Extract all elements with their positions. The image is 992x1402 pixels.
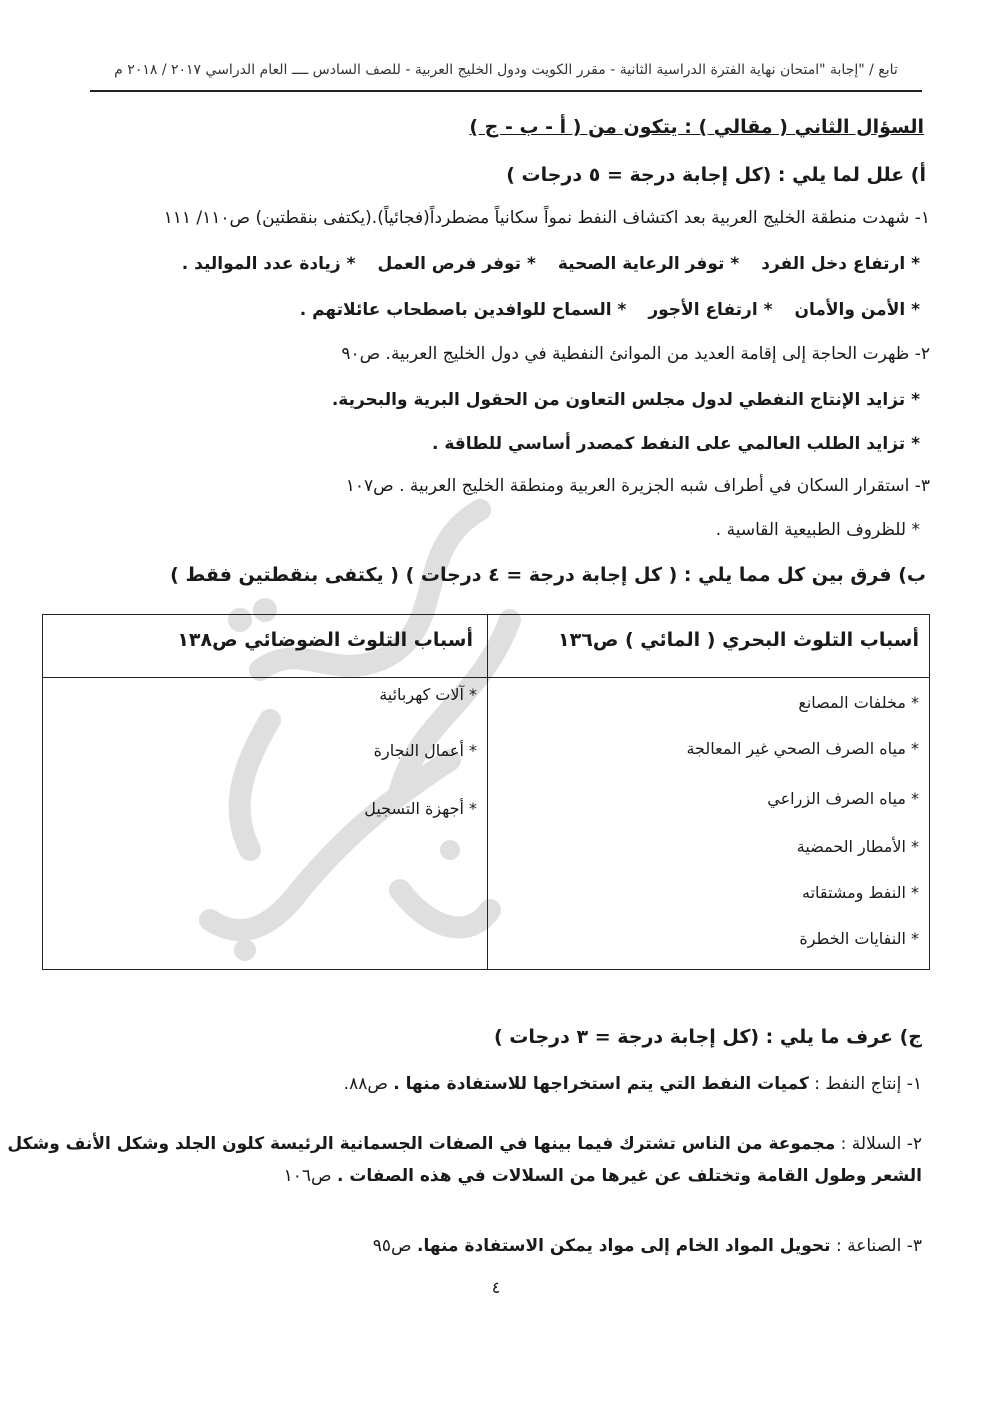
table-cell: * آلات كهربائية: [379, 685, 477, 704]
answer-item: * ارتفاع دخل الفرد: [761, 254, 920, 274]
section-a-q2: ٢- ظهرت الحاجة إلى إقامة العديد من الموانئ النفطية في دول الخليج العربية. ص٩٠: [341, 344, 930, 364]
definition-term: ١- إنتاج النفط :: [814, 1074, 922, 1094]
definition-2-continued: [284, 1166, 922, 1186]
section-a-q3: ٣- استقرار السكان في أطراف شبه الجزيرة العربية ومنطقة الخليج العربية . ص١٠٧: [345, 476, 930, 496]
table-cell: * النفايات الخطرة: [799, 929, 919, 948]
section-c-heading: ج) عرف ما يلي : (كل إجابة درجة = ٣ درجات ): [493, 1026, 922, 1048]
table-cell: * مياه الصرف الزراعي: [767, 789, 919, 808]
definition-text: كميات النفط التي يتم استخراجها للاستفادة منها .: [393, 1074, 809, 1094]
table-header-marine-pollution: أسباب التلوث البحري ( المائي ) ص١٣٦: [558, 629, 919, 651]
section-a-q2-answer1: * تزايد الإنتاج النفطي لدول مجلس التعاون من الحقول البرية والبحرية.: [331, 390, 920, 410]
page-number: ٤: [491, 1278, 501, 1297]
section-a-q2-answer2: * تزايد الطلب العالمي على النفط كمصدر أساسي للطاقة .: [431, 434, 920, 454]
section-b-heading: ب) فرق بين كل مما يلي : ( كل إجابة درجة = ٤ درجات ) ( يكتفى بنقطتين فقط ): [170, 564, 926, 586]
answer-item: * زيادة عدد المواليد .: [181, 254, 356, 274]
definition-1: [344, 1074, 922, 1094]
answer-item: * الأمن والأمان: [794, 300, 920, 320]
table-cell: * مياه الصرف الصحي غير المعالجة: [686, 739, 919, 758]
definition-2: [7, 1134, 922, 1154]
question-title: السؤال الثاني ( مقالي ) : يتكون من ( أ - ب - ج ): [469, 116, 924, 138]
table-cell: * النفط ومشتقاته: [802, 883, 919, 902]
section-a-q1: ١- شهدت منطقة الخليج العربية بعد اكتشاف النفط نمواً سكانياً مضطرداً(فجائياً).(يكتفى بنقطتين) ص١١٠/ ١١١: [163, 208, 930, 228]
definition-text: مجموعة من الناس تشترك فيما بينها في الصفات الجسمانية الرئيسة كلون الجلد وشكل الأنف وشكل: [7, 1134, 836, 1154]
definition-text: تحويل المواد الخام إلى مواد يمكن الاستفادة منها.: [417, 1236, 831, 1256]
table-header-divider: [43, 677, 929, 678]
section-a-q1-answers-row1: [182, 254, 920, 274]
table-cell: * مخلفات المصانع: [798, 693, 919, 712]
answer-item: * توفر الرعاية الصحية: [557, 254, 740, 274]
comparison-table: [42, 614, 930, 970]
section-a-heading: أ) علل لما يلي : (كل إجابة درجة = ٥ درجات ): [506, 164, 926, 186]
definition-page: ص٩٥: [372, 1236, 412, 1256]
definition-text: الشعر وطول القامة وتختلف عن غيرها من السلالات في هذه الصفات .: [336, 1166, 922, 1186]
table-cell: * الأمطار الحمضية: [796, 837, 919, 856]
page-header: تابع / "إجابة "امتحان نهاية الفترة الدراسية الثانية - مقرر الكويت ودول الخليج العربية - للصف السادس ــــ العام الدراسي ٢٠١٧ / ٢٠١٨ م: [114, 62, 898, 78]
definition-term: ٣- الصناعة :: [835, 1236, 922, 1256]
table-column-divider: [487, 615, 488, 969]
section-a-q3-answer: * للظروف الطبيعية القاسية .: [715, 520, 920, 540]
header-divider: [90, 90, 922, 92]
answer-item: * السماح للوافدين باصطحاب عائلاتهم .: [299, 300, 627, 320]
definition-term: ٢- السلالة :: [840, 1134, 922, 1154]
definition-page: ص١٠٦: [283, 1166, 332, 1186]
table-cell: * أجهزة التسجيل: [364, 799, 477, 818]
definition-page: ص٨٨.: [343, 1074, 388, 1094]
answer-item: * ارتفاع الأجور: [648, 300, 773, 320]
table-header-noise-pollution: أسباب التلوث الضوضائي ص١٣٨: [177, 629, 473, 651]
table-cell: * أعمال النجارة: [373, 741, 477, 760]
definition-3: [373, 1236, 922, 1256]
answer-item: * توفر فرص العمل: [377, 254, 536, 274]
section-a-q1-answers-row2: [300, 300, 920, 320]
